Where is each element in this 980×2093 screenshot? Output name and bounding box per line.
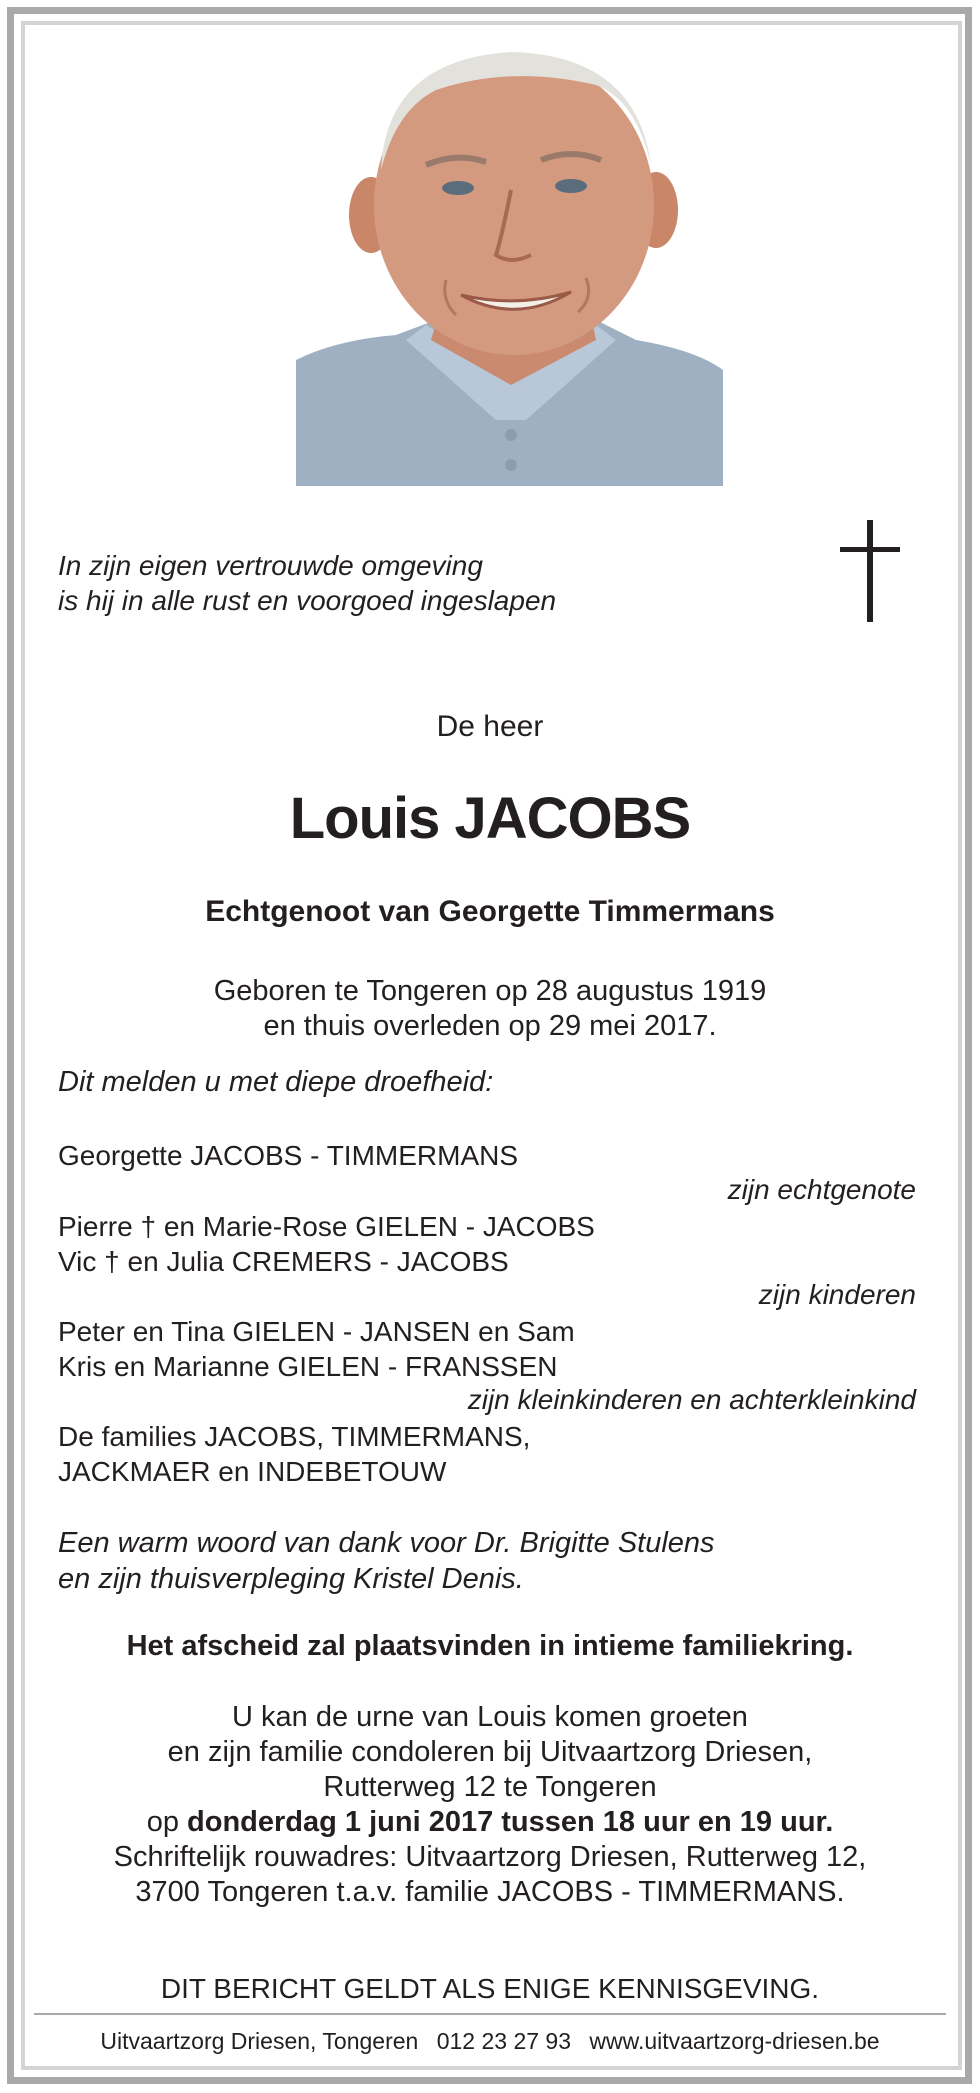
urn-line-4-prefix: op xyxy=(146,1806,179,1838)
deceased-name: Louis JACOBS xyxy=(289,786,691,851)
birth-line: Geboren te Tongeren op 28 augustus 1919 xyxy=(213,975,767,1007)
motto-line-2: is hij in alle rust en voorgoed ingeslapen xyxy=(58,585,557,616)
cross-icon xyxy=(840,520,900,624)
birth-death-info xyxy=(30,974,950,1044)
footer-phone: 012 23 27 93 xyxy=(436,2028,571,2054)
portrait-photo xyxy=(296,40,723,486)
family-spouse: Georgette JACOBS - TIMMERMANS xyxy=(58,1140,519,1171)
farewell: Het afscheid zal plaatsvinden in intieme familiekring. xyxy=(126,1630,854,1662)
thanks-line-1: Een warm woord van dank voor Dr. Brigitte Stulens xyxy=(58,1527,715,1559)
motto xyxy=(58,548,758,618)
thanks xyxy=(58,1525,715,1597)
relation-children: zijn kinderen xyxy=(758,1279,916,1310)
urn-line-3: Rutterweg 12 te Tongeren xyxy=(323,1771,657,1803)
death-line: en thuis overleden op 29 mei 2017. xyxy=(263,1010,717,1042)
family-child-2: Vic † en Julia CREMERS - JACOBS xyxy=(58,1246,509,1277)
salutation: De heer xyxy=(436,710,544,743)
family-grandchild-2: Kris en Marianne GIELEN - FRANSSEN xyxy=(58,1351,558,1382)
families-line-2: JACKMAER en INDEBETOUW xyxy=(58,1456,447,1487)
announcement: Dit melden u met diepe droefheid: xyxy=(58,1066,494,1098)
thanks-line-2: en zijn thuisverpleging Kristel Denis. xyxy=(58,1563,524,1595)
families-line-1: De families JACOBS, TIMMERMANS, xyxy=(58,1421,531,1452)
motto-line-1: In zijn eigen vertrouwde omgeving xyxy=(58,550,483,581)
relation-grandchildren: zijn kleinkinderen en achterkleinkind xyxy=(467,1384,916,1415)
urn-info xyxy=(30,1700,950,1910)
urn-line-1: U kan de urne van Louis komen groeten xyxy=(232,1701,748,1733)
footer-website[interactable]: www.uitvaartzorg-driesen.be xyxy=(589,2028,880,2054)
urn-line-6: 3700 Tongeren t.a.v. familie JACOBS - TIMMERMANS. xyxy=(135,1876,845,1908)
footer-company: Uitvaartzorg Driesen, Tongeren xyxy=(100,2028,419,2054)
urn-line-2: en zijn familie condoleren bij Uitvaartzorg Driesen, xyxy=(167,1736,813,1768)
relation-spouse: zijn echtgenote xyxy=(727,1174,916,1205)
urn-date-time: donderdag 1 juni 2017 tussen 18 uur en 19 uur. xyxy=(187,1806,834,1838)
footer-divider xyxy=(34,2013,946,2015)
urn-line-4 xyxy=(30,1805,950,1840)
urn-line-5: Schriftelijk rouwadres: Uitvaartzorg Driesen, Rutterweg 12, xyxy=(113,1841,867,1873)
family-child-1: Pierre † en Marie-Rose GIELEN - JACOBS xyxy=(58,1211,595,1242)
notice: DIT BERICHT GELDT ALS ENIGE KENNISGEVING. xyxy=(160,1973,820,2004)
footer xyxy=(30,2028,950,2055)
spouse-line: Echtgenoot van Georgette Timmermans xyxy=(205,895,775,928)
family-grandchild-1: Peter en Tina GIELEN - JANSEN en Sam xyxy=(58,1316,575,1347)
